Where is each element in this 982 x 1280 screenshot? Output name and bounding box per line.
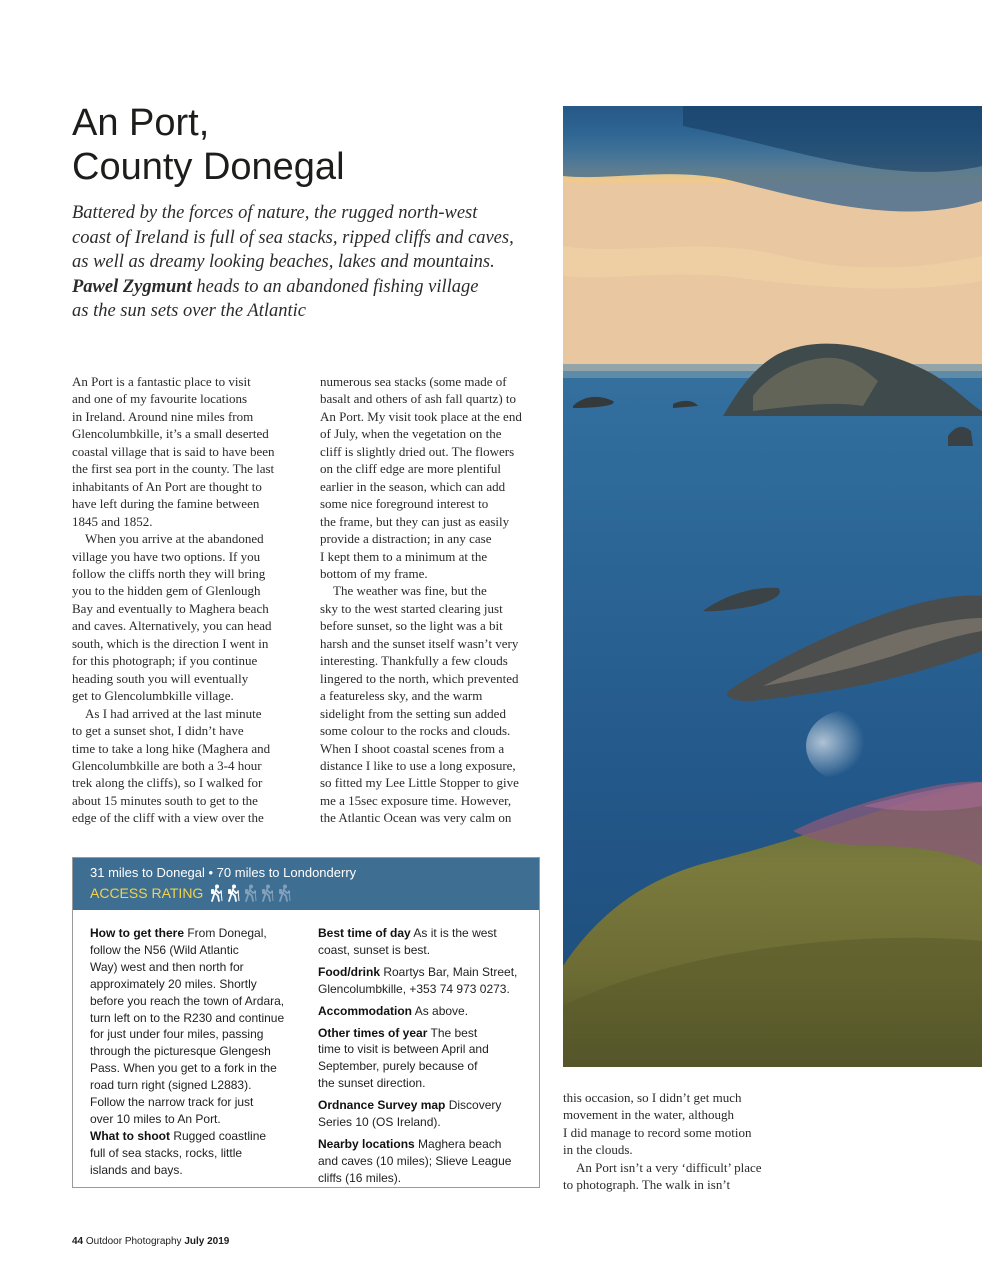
accommodation-label: Accommodation (318, 1003, 413, 1018)
access-rating-label: ACCESS RATING (90, 885, 204, 901)
other-times-label: Other times of year (318, 1025, 428, 1040)
info-text: Maghera beach (414, 1136, 502, 1151)
body-line: An Port. My visit took place at the end (320, 408, 522, 424)
info-line: islands and bays. (90, 1162, 183, 1177)
standfirst (72, 201, 552, 324)
hiker-icon-filled (225, 884, 241, 902)
info-text: Rugged coastline (169, 1128, 267, 1143)
best-time-label: Best time of day (318, 926, 411, 940)
page-footer (72, 1236, 229, 1247)
body-line: follow the cliffs north they will bring (72, 565, 266, 581)
standfirst-line: as the sun sets over the Atlantic (72, 301, 306, 322)
body-line: before sunset, so the light was a bit (320, 618, 503, 634)
info-line (318, 925, 533, 942)
info-line: September, purely because of (318, 1059, 478, 1074)
info-box-column-2 (318, 925, 533, 1187)
info-line: follow the N56 (Wild Atlantic (90, 942, 239, 957)
body-line: inhabitants of An Port are thought to (72, 478, 262, 494)
body-line: cliff is slightly dried out. The flowers (320, 443, 515, 459)
body-line: village you have two options. If you (72, 548, 261, 564)
body-line: so fitted my Lee Little Stopper to give (320, 775, 519, 791)
body-line: in the clouds. (563, 1142, 633, 1158)
body-line: of July, when the vegetation on the (320, 426, 502, 442)
body-line: movement in the water, although (563, 1107, 734, 1123)
body-line: interesting. Thankfully a few clouds (320, 653, 508, 669)
body-line: An Port isn’t a very ‘difficult’ place (576, 1159, 762, 1175)
body-line: the first sea port in the county. The last (72, 461, 275, 477)
access-rating (90, 883, 539, 903)
info-line (318, 1136, 533, 1153)
body-line: in Ireland. Around nine miles from (72, 408, 254, 424)
standfirst-line: coast of Ireland is full of sea stacks, ripped cliffs and caves, (72, 227, 514, 248)
info-line: Follow the narrow track for just (90, 1095, 254, 1110)
access-rating-icons (208, 884, 292, 902)
info-line: for just under four miles, passing (90, 1027, 264, 1042)
what-to-shoot-label: What to shoot (90, 1128, 170, 1143)
info-line: cliffs (16 miles). (318, 1170, 402, 1185)
body-line: sky to the west started clearing just (320, 600, 503, 616)
body-line: Bay and eventually to Maghera beach (72, 600, 269, 616)
body-line: this occasion, so I didn’t get much (563, 1090, 742, 1105)
info-line: road turn right (signed L2883). (90, 1078, 252, 1093)
body-column-1 (72, 373, 304, 827)
info-line: Pass. When you get to a fork in the (90, 1061, 277, 1076)
body-line: you to the hidden gem of Glenlough (72, 583, 261, 599)
info-box-column-1 (90, 925, 300, 1179)
hiker-icon-filled (208, 884, 224, 902)
body-line: trek along the cliffs), so I walked for (72, 775, 263, 791)
info-line: time to visit is between April and (318, 1042, 489, 1057)
location-info-box (72, 857, 540, 1188)
body-line: edge of the cliff with a view over the (72, 810, 264, 826)
body-line: about 15 minutes south to get to the (72, 792, 258, 808)
page-number: 44 (72, 1236, 84, 1247)
info-line (318, 1097, 533, 1114)
body-line: When you arrive at the abandoned (85, 531, 264, 547)
body-line: Glencolumbkille are both a 3-4 hour (72, 757, 262, 773)
info-box-header (73, 858, 539, 910)
body-line: When I shoot coastal scenes from a (320, 740, 505, 756)
how-to-get-there-label: How to get there (90, 926, 185, 940)
info-line: Way) west and then north for (90, 959, 244, 974)
body-line: some nice foreground interest to (320, 496, 489, 512)
body-line: earlier in the season, which can add (320, 478, 506, 494)
standfirst-line: as well as dreamy looking beaches, lakes and mountains. (72, 252, 495, 273)
info-line: through the picturesque Glengesh (90, 1044, 271, 1059)
info-line: Series 10 (OS Ireland). (318, 1115, 441, 1130)
info-line: over 10 miles to An Port. (90, 1111, 221, 1126)
info-text: From Donegal, (184, 926, 267, 940)
body-line: The weather was fine, but the (333, 583, 487, 599)
body-line: harsh and the sunset itself wasn’t very (320, 635, 519, 651)
body-line: numerous sea stacks (some made of (320, 374, 507, 389)
body-line: some colour to the rocks and clouds. (320, 723, 511, 739)
info-line (90, 925, 300, 942)
article-title-line2: County Donegal (72, 146, 345, 188)
hiker-icon-empty (276, 884, 292, 902)
body-line: me a 15sec exposure time. However, (320, 792, 512, 808)
info-text: As it is the west (410, 926, 497, 940)
body-line: As I had arrived at the last minute (85, 705, 262, 721)
body-line: lingered to the north, which prevented (320, 670, 519, 686)
info-text: The best (427, 1025, 478, 1040)
magazine-name: Outdoor Photography (83, 1236, 185, 1247)
info-line (318, 1025, 533, 1042)
body-line: south, which is the direction I went in (72, 635, 269, 651)
coastal-photo (563, 106, 982, 1067)
body-line: An Port is a fantastic place to visit (72, 374, 251, 389)
body-line: 1845 and 1852. (72, 513, 153, 529)
body-line: coastal village that is said to have been (72, 443, 275, 459)
nearby-locations-label: Nearby locations (318, 1136, 415, 1151)
body-line: distance I like to use a long exposure, (320, 757, 516, 773)
body-line: bottom of my frame. (320, 565, 428, 581)
body-line: the Atlantic Ocean was very calm on (320, 810, 512, 826)
body-line: I did manage to record some motion (563, 1124, 752, 1140)
hiker-icon-empty (259, 884, 275, 902)
info-line (318, 1003, 533, 1020)
info-text: Roartys Bar, Main Street, (380, 964, 518, 979)
info-line: before you reach the town of Ardara, (90, 993, 285, 1008)
info-text: As above. (412, 1003, 469, 1018)
body-column-3 (563, 1089, 795, 1194)
info-line: full of sea stacks, rocks, little (90, 1145, 243, 1160)
body-line: on the cliff edge are more plentiful (320, 461, 501, 477)
info-line: approximately 20 miles. Shortly (90, 976, 257, 991)
info-line: turn left on to the R230 and continue (90, 1010, 285, 1025)
body-line: have left during the famine between (72, 496, 260, 512)
info-line: and caves (10 miles); Slieve League (318, 1153, 512, 1168)
body-line: Glencolumbkille, it’s a small deserted (72, 426, 269, 442)
body-line: get to Glencolumbkille village. (72, 688, 234, 704)
body-line: and one of my favourite locations (72, 391, 248, 407)
info-line: the sunset direction. (318, 1076, 426, 1091)
body-line: time to take a long hike (Maghera and (72, 740, 271, 756)
info-line (318, 964, 533, 981)
info-line: Glencolumbkille, +353 74 973 0273. (318, 981, 510, 996)
info-line (90, 1128, 300, 1145)
body-line: a featureless sky, and the warm (320, 688, 483, 704)
body-line: for this photograph; if you continue (72, 653, 258, 669)
food-drink-label: Food/drink (318, 964, 380, 979)
body-column-2 (320, 373, 552, 827)
body-line: to get a sunset shot, I didn’t have (72, 723, 244, 739)
author-name: Pawel Zygmunt (72, 276, 192, 297)
body-line: I kept them to a minimum at the (320, 548, 488, 564)
article-title-line1: An Port, (72, 102, 210, 144)
distance-line: 31 miles to Donegal • 70 miles to Londonderry (90, 865, 357, 880)
body-line: the frame, but they can just as easily (320, 513, 510, 529)
standfirst-line: Battered by the forces of nature, the rugged north-west (72, 203, 478, 223)
body-line: provide a distraction; in any case (320, 531, 492, 547)
body-line: to photograph. The walk in isn’t (563, 1177, 731, 1193)
body-line: sidelight from the setting sun added (320, 705, 506, 721)
body-line: heading south you will eventually (72, 670, 249, 686)
issue-date: July 2019 (184, 1236, 230, 1247)
info-line: coast, sunset is best. (318, 942, 431, 957)
hiker-icon-empty (242, 884, 258, 902)
body-line: basalt and others of ash fall quartz) to (320, 391, 517, 407)
standfirst-line (72, 275, 552, 300)
info-text: Discovery (445, 1098, 502, 1113)
body-line: and caves. Alternatively, you can head (72, 618, 272, 634)
standfirst-line-rest: heads to an abandoned fishing village (191, 276, 479, 297)
os-map-label: Ordnance Survey map (318, 1098, 446, 1113)
